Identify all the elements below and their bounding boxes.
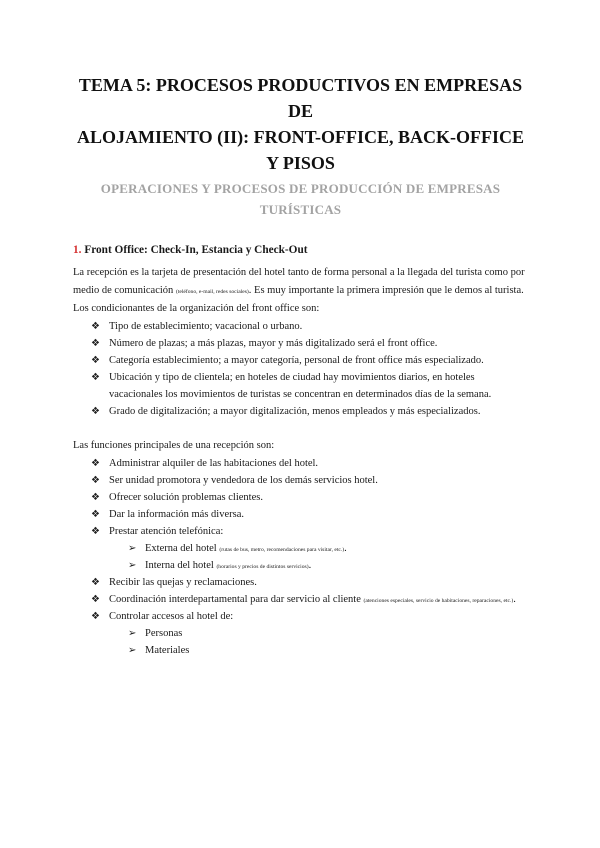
sub-text-end: .: [308, 560, 312, 571]
arrow-bullet-icon: ➢: [128, 543, 137, 554]
diamond-bullet-icon: ❖: [91, 509, 100, 520]
section-number: 1.: [73, 244, 82, 256]
arrow-bullet-icon: ➢: [128, 628, 137, 639]
list-item: [73, 574, 528, 591]
intro-text-part-2: . Es muy importante la primera impresión que le demos al turista. Los condicionantes de la organización del front office son:: [73, 285, 524, 314]
sub-text: Personas: [145, 628, 183, 639]
section-heading: [73, 242, 528, 258]
diamond-bullet-icon: ❖: [91, 355, 100, 366]
function-text: Ofrecer solución problemas clientes.: [109, 492, 263, 503]
sublist-item: [73, 642, 528, 659]
sublist-item: [73, 625, 528, 642]
function-text-block: [73, 591, 528, 608]
spacer: [73, 420, 528, 437]
condition-text: Tipo de establecimiento; vacacional o urbano.: [109, 321, 303, 332]
sub-text: Externa del hotel: [145, 543, 220, 554]
sub-small-note: (rutas de bus, metro, recomendaciones para visitar, etc.): [219, 547, 345, 553]
condition-text: [73, 369, 528, 403]
sublist-item: [73, 557, 528, 574]
condition-text: Número de plazas; a más plazas, mayor y más digitalizado será el front office.: [109, 338, 438, 349]
title-line-2: ALOJAMIENTO (II): FRONT-OFFICE, BACK-OFFICE Y PISOS: [76, 127, 525, 173]
condition-text: Grado de digitalización; a mayor digitalización, menos empleados y más especializados.: [109, 406, 481, 417]
list-item: [73, 608, 528, 659]
arrow-bullet-icon: ➢: [128, 645, 137, 656]
list-item: [73, 369, 528, 403]
page-title: [73, 72, 528, 176]
phone-attention-sublist: [73, 540, 528, 574]
sub-text: Materiales: [145, 645, 190, 656]
title-line-1: TEMA 5: PROCESOS PRODUCTIVOS EN EMPRESAS DE: [78, 75, 523, 121]
sub-text: Interna del hotel: [145, 560, 217, 571]
intro-small-note: (teléfono, e-mail, redes sociales): [175, 289, 249, 295]
function-text-end: .: [513, 594, 516, 605]
section-title: Front Office: Check-In, Estancia y Check-Out: [84, 244, 308, 256]
list-item: [73, 403, 528, 420]
subtitle-line-2: TURÍSTICAS: [259, 202, 342, 217]
list-item: [73, 523, 528, 574]
list-item: [73, 318, 528, 335]
function-text: Dar la información más diversa.: [109, 509, 244, 520]
sub-small-note: (horarios y precios de distintos servicios): [216, 564, 309, 570]
sublist-item: [73, 540, 528, 557]
functions-list: [73, 455, 528, 659]
function-text: Ser unidad promotora y vendedora de los demás servicios hotel.: [109, 475, 378, 486]
diamond-bullet-icon: ❖: [91, 492, 100, 503]
diamond-bullet-icon: ❖: [91, 458, 100, 469]
arrow-bullet-icon: ➢: [128, 560, 137, 571]
list-item: [73, 591, 528, 608]
intro-text-part-1: La recepción es la tarjeta de presentación del hotel tanto de forma personal a la llegada del turista como por medio de comunicación: [73, 267, 525, 296]
sub-text-end: .: [344, 543, 347, 554]
intro-paragraph: [73, 264, 528, 318]
list-item: [73, 472, 528, 489]
conditions-list: [73, 318, 528, 420]
diamond-bullet-icon: ❖: [91, 611, 100, 622]
access-control-sublist: [73, 625, 528, 659]
subtitle-line-1: OPERACIONES Y PROCESOS DE PRODUCCIÓN DE EMPRESAS: [100, 181, 501, 196]
diamond-bullet-icon: ❖: [91, 321, 100, 332]
function-text: Administrar alquiler de las habitaciones del hotel.: [109, 458, 319, 469]
list-item: [73, 506, 528, 523]
function-text: Controlar accesos al hotel de:: [109, 611, 234, 622]
function-text: Coordinación interdepartamental para dar servicio al cliente: [109, 594, 364, 605]
functions-intro: Las funciones principales de una recepción son:: [73, 440, 275, 451]
list-item: [73, 489, 528, 506]
diamond-bullet-icon: ❖: [91, 406, 100, 417]
diamond-bullet-icon: ❖: [91, 526, 100, 537]
diamond-bullet-icon: ❖: [91, 577, 100, 588]
condition-text: Categoría establecimiento; a mayor categoría, personal de front office más especializado.: [109, 355, 484, 366]
function-text: Recibir las quejas y reclamaciones.: [109, 577, 257, 588]
list-item: [73, 352, 528, 369]
diamond-bullet-icon: ❖: [91, 372, 100, 383]
list-item: [73, 455, 528, 472]
page-subtitle: [73, 178, 528, 220]
diamond-bullet-icon: ❖: [91, 594, 100, 605]
list-item: [73, 335, 528, 352]
diamond-bullet-icon: ❖: [91, 475, 100, 486]
diamond-bullet-icon: ❖: [91, 338, 100, 349]
function-text: Prestar atención telefónica:: [109, 526, 224, 537]
condition-text-inner: Ubicación y tipo de clientela; en hoteles de ciudad hay movimientos diarios, en hoteles vacacionales los movimientos de turistas se concentran en determinados días de la semana.: [109, 372, 492, 400]
function-small-note: (atenciones especiales, servicio de habitaciones, reparaciones, etc.): [363, 598, 514, 604]
